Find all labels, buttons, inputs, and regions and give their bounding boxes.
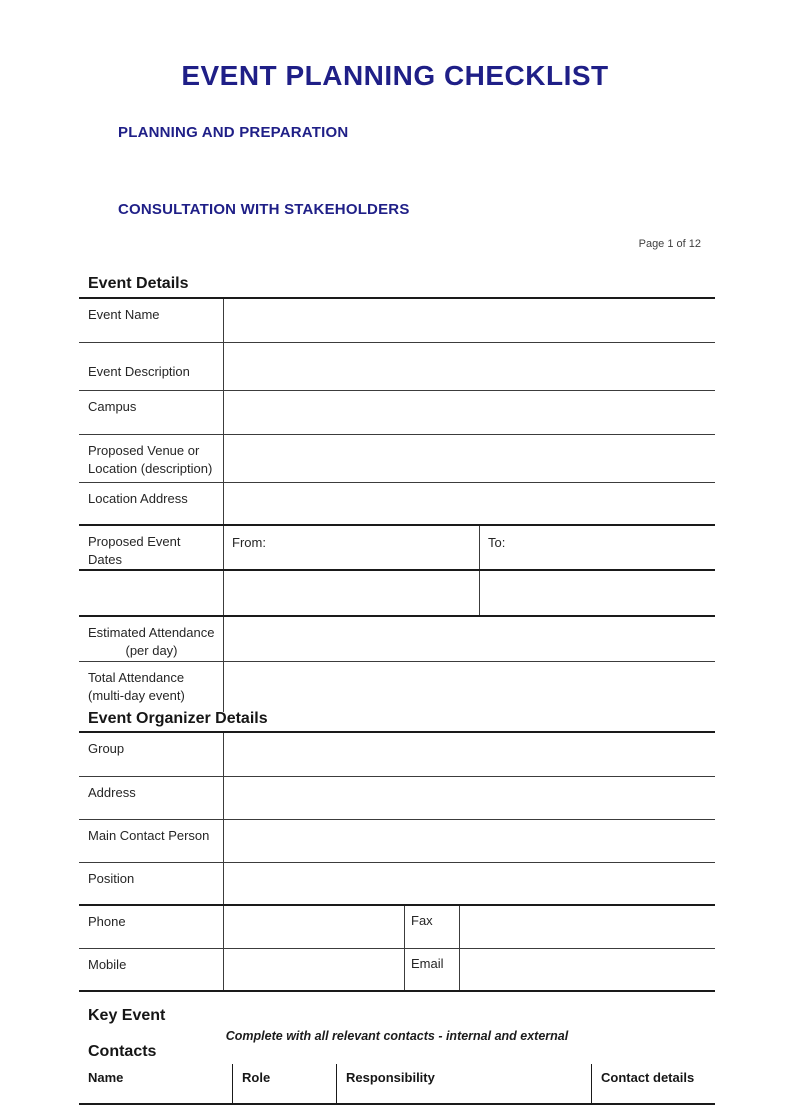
table-row xyxy=(79,820,715,863)
group-input[interactable] xyxy=(224,733,715,776)
address-label: Address xyxy=(79,777,224,819)
venue-label-line1: Proposed Venue or xyxy=(88,443,200,458)
dates-extra-label-cell[interactable] xyxy=(79,571,224,615)
main-contact-input[interactable] xyxy=(224,820,715,862)
from-label: From: xyxy=(232,535,266,550)
position-input[interactable] xyxy=(224,863,715,904)
proposed-event-dates-label: Proposed Event Dates xyxy=(79,526,224,569)
date-to-extra-input[interactable] xyxy=(480,571,715,615)
date-from-cell[interactable] xyxy=(224,526,480,569)
table-header-row xyxy=(79,1064,715,1105)
table-row xyxy=(79,662,715,712)
column-header-contact-details: Contact details xyxy=(601,1070,695,1085)
event-description-label: Event Description xyxy=(79,343,224,390)
fax-input[interactable] xyxy=(460,906,715,948)
event-organizer-heading: Event Organizer Details xyxy=(88,710,268,727)
venue-location-label xyxy=(79,435,224,482)
event-details-table xyxy=(79,297,715,712)
venue-label-line2: Location (description) xyxy=(88,461,213,476)
event-name-label: Event Name xyxy=(79,299,224,342)
estimated-attendance-line1: Estimated Attendance xyxy=(88,625,215,640)
column-header-role: Role xyxy=(233,1064,337,1103)
total-attendance-label xyxy=(79,662,224,712)
key-contacts-table xyxy=(79,1064,715,1105)
location-address-input[interactable] xyxy=(224,483,715,524)
page-indicator: Page 1 of 12 xyxy=(638,238,701,250)
email-input[interactable] xyxy=(460,949,715,990)
table-row xyxy=(79,906,715,949)
email-label: Email xyxy=(405,949,460,990)
table-row xyxy=(79,949,715,992)
main-contact-label: Main Contact Person xyxy=(79,820,224,862)
to-label: To: xyxy=(488,535,506,550)
column-header-name: Name xyxy=(79,1064,233,1103)
table-row xyxy=(79,863,715,906)
campus-input[interactable] xyxy=(224,391,715,434)
phone-input[interactable] xyxy=(224,906,405,948)
section-heading-planning: PLANNING AND PREPARATION xyxy=(118,124,349,141)
mobile-input[interactable] xyxy=(224,949,405,990)
event-name-input[interactable] xyxy=(224,299,715,342)
column-header-responsibility: Responsibility xyxy=(337,1064,592,1103)
table-row xyxy=(79,733,715,777)
table-row xyxy=(79,483,715,526)
table-row xyxy=(79,617,715,662)
estimated-attendance-line2: (per day) xyxy=(125,643,178,658)
phone-label: Phone xyxy=(79,906,224,948)
contacts-note: Complete with all relevant contacts - internal and external xyxy=(225,1029,569,1043)
total-attendance-line1: Total Attendance xyxy=(88,670,185,685)
estimated-attendance-label xyxy=(79,617,224,661)
key-contacts-heading-line1: Key Event xyxy=(88,1007,166,1024)
table-row xyxy=(79,391,715,435)
date-from-extra-input[interactable] xyxy=(224,571,480,615)
table-row xyxy=(79,435,715,483)
total-attendance-line2: (multi-day event) xyxy=(88,688,185,703)
page-title: EVENT PLANNING CHECKLIST xyxy=(181,60,609,91)
table-row xyxy=(79,777,715,820)
estimated-attendance-input[interactable] xyxy=(224,617,715,661)
venue-location-input[interactable] xyxy=(224,435,715,482)
table-row xyxy=(79,571,715,617)
event-organizer-table xyxy=(79,731,715,992)
event-description-input[interactable] xyxy=(224,343,715,390)
group-label: Group xyxy=(79,733,224,776)
fax-label: Fax xyxy=(405,906,460,948)
campus-label: Campus xyxy=(79,391,224,434)
key-contacts-heading-line2: Contacts xyxy=(88,1043,157,1060)
table-row xyxy=(79,299,715,343)
position-label: Position xyxy=(79,863,224,904)
date-to-cell[interactable] xyxy=(480,526,715,569)
location-address-label: Location Address xyxy=(79,483,224,524)
table-row xyxy=(79,526,715,571)
total-attendance-input[interactable] xyxy=(224,662,715,712)
section-heading-consultation: CONSULTATION WITH STAKEHOLDERS xyxy=(118,201,410,218)
mobile-label: Mobile xyxy=(79,949,224,990)
table-row xyxy=(79,343,715,391)
address-input[interactable] xyxy=(224,777,715,819)
event-details-heading: Event Details xyxy=(88,275,189,292)
